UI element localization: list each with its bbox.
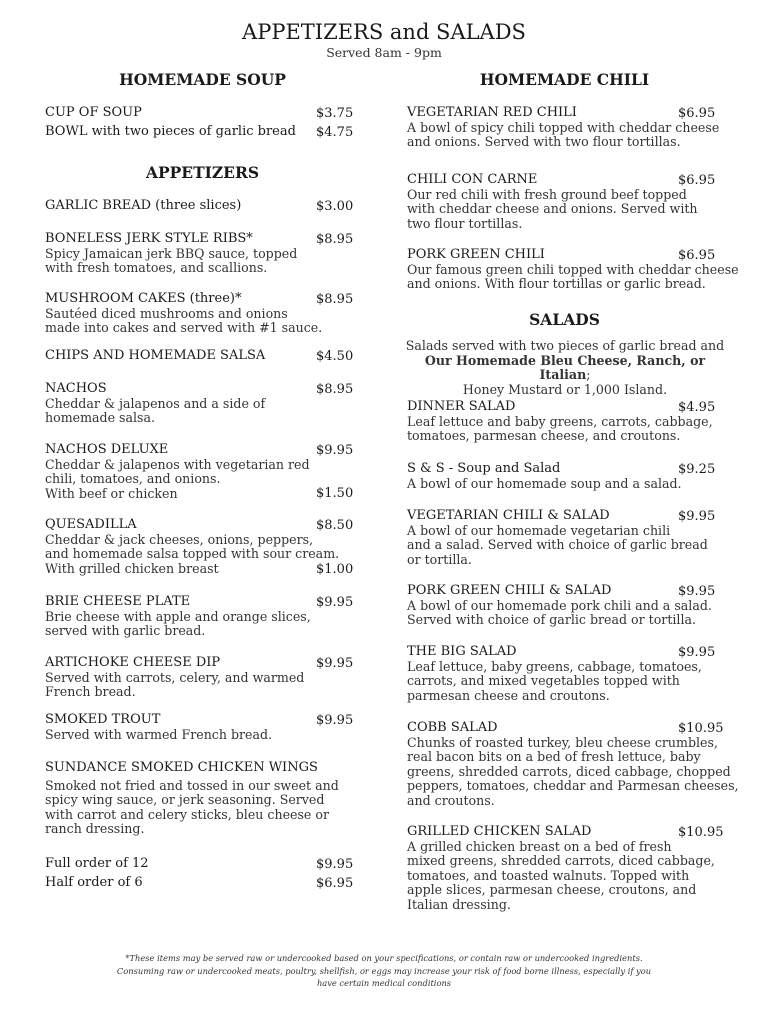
salads-intro-line bbox=[400, 354, 730, 383]
item-name: BRIE CHEESE PLATE bbox=[45, 594, 191, 609]
item-description: Chunks of roasted turkey, bleu cheese crumbles, real bacon bits on a bed of fresh lettuce, baby greens, shredded carrots, diced cabbage, chopped peppers, tomatoes, cheddar and Parmesan cheeses, and croutons. bbox=[407, 734, 739, 808]
page-title: APPETIZERS and SALADS bbox=[242, 20, 526, 44]
item-description: A bowl of our homemade pork chili and a salad. Served with choice of garlic bread or tortilla. bbox=[407, 597, 712, 628]
item-price: $8.95 bbox=[316, 292, 354, 307]
salads-intro-line: Honey Mustard or 1,000 Island. bbox=[462, 381, 668, 397]
item-description: A bowl of spicy chili topped with cheddar cheese and onions. Served with two flour tortillas. bbox=[407, 119, 720, 150]
item-description: Leaf lettuce and baby greens, carrots, cabbage, tomatoes, parmesan cheese, and croutons. bbox=[407, 413, 713, 444]
item-price: $8.50 bbox=[316, 518, 354, 533]
menu-item bbox=[45, 106, 142, 121]
salads-intro-line: Salads served with two pieces of garlic bread and bbox=[405, 338, 725, 353]
food-safety-disclaimer: *These items may be served raw or undercooked based on your specifications, or contain raw or undercooked ingredients. Consuming raw or undercooked meats, poultry, shellfish, or eggs may increase your risk of food borne illness, especially if you have certain medical conditions bbox=[116, 953, 652, 988]
item-name: CUP OF SOUP bbox=[45, 105, 142, 120]
item-description: Sautéed diced mushrooms and onions made into cakes and served with #1 sauce. bbox=[45, 305, 323, 336]
item-price: $4.95 bbox=[678, 400, 716, 415]
item-name: S & S - Soup and Salad bbox=[407, 461, 561, 476]
item-name: CHILI CON CARNE bbox=[407, 172, 538, 187]
menu-item bbox=[45, 292, 322, 336]
item-description: Our red chili with fresh ground beef topped with cheddar cheese and onions. Served with two flour tortillas. bbox=[407, 186, 698, 231]
addon-label: With grilled chicken breast bbox=[45, 560, 219, 576]
item-description: Leaf lettuce, baby greens, cabbage, tomatoes, carrots, and mixed vegetables topped with parmesan cheese and croutons. bbox=[407, 658, 702, 703]
item-name: CHIPS AND HOMEMADE SALSA bbox=[45, 348, 266, 363]
item-name: NACHOS bbox=[45, 381, 107, 396]
item-description: Served with warmed French bread. bbox=[45, 726, 273, 742]
menu-item bbox=[45, 443, 310, 501]
item-price: $9.95 bbox=[316, 595, 354, 610]
size-option bbox=[45, 857, 149, 872]
item-price: $4.75 bbox=[316, 125, 354, 140]
item-description: A grilled chicken breast on a bed of fresh mixed greens, shredded carrots, diced cabbage, tomatoes, and toasted walnuts. Topped with apple slices, parmesan cheese, croutons, and Italian dressing. bbox=[407, 838, 715, 912]
addon-label: With beef or chicken bbox=[45, 485, 178, 501]
item-price: $6.95 bbox=[678, 248, 716, 263]
menu-item bbox=[407, 106, 719, 150]
item-name: NACHOS DELUXE bbox=[45, 442, 169, 457]
item-name: VEGETARIAN CHILI & SALAD bbox=[407, 508, 610, 523]
section-heading-chili: HOMEMADE CHILI bbox=[479, 70, 650, 89]
item-name: DINNER SALAD bbox=[407, 399, 516, 414]
dressing-options: Our Homemade Bleu Cheese, Ranch, or Italian bbox=[424, 352, 706, 383]
section-heading-soup: HOMEMADE SOUP bbox=[119, 70, 286, 89]
salads-intro-punctuation: ; bbox=[586, 367, 591, 383]
size-price: $9.95 bbox=[316, 857, 354, 872]
size-label: Half order of 6 bbox=[45, 875, 143, 890]
item-price: $9.95 bbox=[678, 645, 716, 660]
item-price: $9.95 bbox=[316, 443, 354, 458]
menu-item bbox=[407, 825, 715, 913]
menu-item bbox=[45, 518, 339, 576]
section-heading-appetizers: APPETIZERS bbox=[145, 163, 260, 182]
item-price: $9.95 bbox=[316, 656, 354, 671]
item-price: $8.95 bbox=[316, 232, 354, 247]
item-name: PORK GREEN CHILI & SALAD bbox=[407, 583, 612, 598]
menu-item bbox=[407, 584, 712, 628]
item-name: BOWL with two pieces of garlic bread bbox=[45, 124, 296, 139]
item-price: $10.95 bbox=[678, 825, 724, 840]
menu-item bbox=[45, 713, 272, 742]
item-description: A bowl of our homemade vegetarian chili and a salad. Served with choice of garlic bread or tortilla. bbox=[407, 522, 708, 567]
item-price: $9.95 bbox=[678, 584, 716, 599]
size-price: $6.95 bbox=[316, 876, 354, 891]
item-name: COBB SALAD bbox=[407, 720, 498, 735]
size-option bbox=[45, 876, 143, 891]
item-name: THE BIG SALAD bbox=[407, 644, 517, 659]
item-description: Brie cheese with apple and orange slices, served with garlic bread. bbox=[45, 608, 311, 639]
item-name: ARTICHOKE CHEESE DIP bbox=[45, 655, 221, 670]
menu-item bbox=[45, 349, 265, 364]
menu-item bbox=[407, 173, 698, 231]
item-price: $6.95 bbox=[678, 106, 716, 121]
item-name: MUSHROOM CAKES (three)* bbox=[45, 291, 242, 306]
item-name: GRILLED CHICKEN SALAD bbox=[407, 824, 592, 839]
item-name: SMOKED TROUT bbox=[45, 712, 161, 727]
item-description: A bowl of our homemade soup and a salad. bbox=[407, 475, 682, 491]
item-description: Spicy Jamaican jerk BBQ sauce, topped with fresh tomatoes, and scallions. bbox=[45, 245, 298, 276]
menu-item bbox=[407, 509, 708, 567]
item-price: $9.95 bbox=[316, 713, 354, 728]
item-name: VEGETARIAN RED CHILI bbox=[407, 105, 577, 120]
menu-item bbox=[407, 645, 702, 703]
salads-intro bbox=[400, 339, 730, 397]
menu-item bbox=[407, 462, 682, 491]
menu-item bbox=[45, 382, 265, 426]
menu-item bbox=[407, 399, 716, 444]
size-label: Full order of 12 bbox=[45, 856, 149, 871]
item-price: $3.75 bbox=[316, 106, 354, 121]
item-price: $6.95 bbox=[678, 173, 716, 188]
section-heading-salads: SALADS bbox=[529, 310, 600, 329]
addon-price: $1.00 bbox=[316, 562, 354, 577]
item-price: $9.95 bbox=[678, 509, 716, 524]
item-description: Cheddar & jack cheeses, onions, peppers, and homemade salsa topped with sour cream. bbox=[45, 531, 340, 562]
item-name: PORK GREEN CHILI bbox=[407, 247, 545, 262]
item-price: $4.50 bbox=[316, 349, 354, 364]
item-name: BONELESS JERK STYLE RIBS* bbox=[45, 231, 253, 246]
item-price: $9.25 bbox=[678, 462, 716, 477]
menu-item bbox=[45, 761, 339, 837]
item-description: Cheddar & jalapenos with vegetarian red chili, tomatoes, and onions. bbox=[45, 456, 310, 487]
item-name: SUNDANCE SMOKED CHICKEN WINGS bbox=[45, 760, 318, 775]
item-price: $8.95 bbox=[316, 382, 354, 397]
addon-price: $1.50 bbox=[316, 486, 354, 501]
menu-item bbox=[45, 199, 241, 214]
menu-item bbox=[45, 656, 304, 700]
item-price: $10.95 bbox=[678, 721, 724, 736]
item-description: Our famous green chili topped with cheddar cheese and onions. With flour tortillas or garlic bread. bbox=[407, 261, 739, 292]
item-name: GARLIC BREAD (three slices) bbox=[45, 198, 242, 213]
item-description: Cheddar & jalapenos and a side of homemade salsa. bbox=[45, 395, 266, 426]
menu-item bbox=[45, 125, 296, 140]
item-price: $3.00 bbox=[316, 199, 354, 214]
item-description: Smoked not fried and tossed in our sweet and spicy wing sauce, or jerk seasoning. Served with carrot and celery sticks, bleu cheese or ranch dressing. bbox=[45, 777, 339, 837]
menu-item bbox=[45, 232, 297, 276]
menu-item bbox=[45, 595, 311, 639]
serving-hours: Served 8am - 9pm bbox=[326, 45, 442, 60]
item-description: Served with carrots, celery, and warmed French bread. bbox=[45, 669, 305, 700]
item-name: QUESADILLA bbox=[45, 517, 137, 532]
